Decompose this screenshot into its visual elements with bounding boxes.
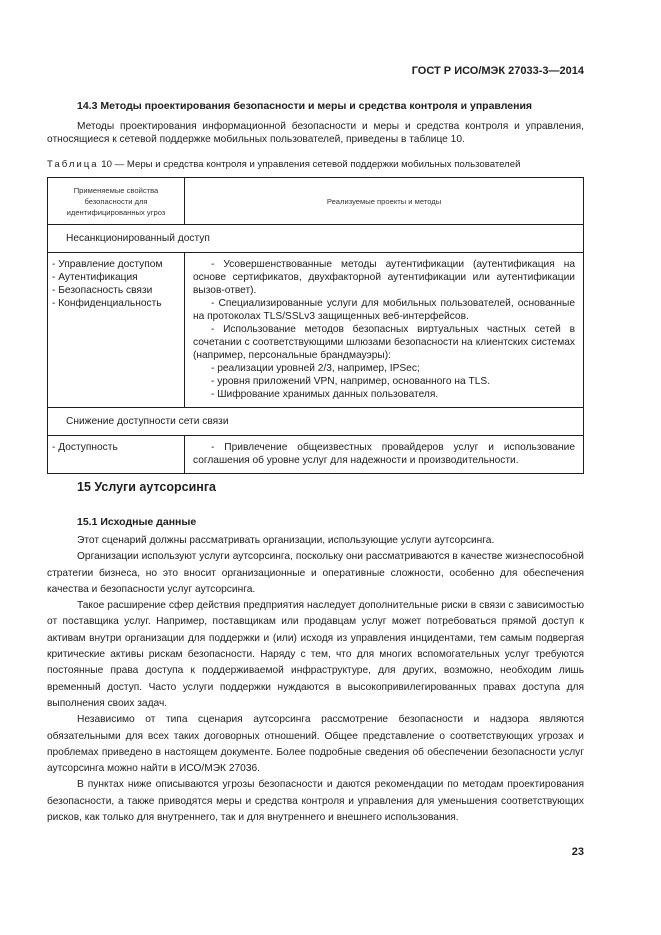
property-item: - Доступность (52, 442, 118, 453)
controls-table (47, 177, 584, 474)
section-14-3-body (47, 120, 584, 146)
section-15-1-heading: 15.1 Исходные данные (77, 516, 197, 528)
property-item: - Безопасность связи (52, 285, 153, 296)
table-group-row (48, 225, 584, 253)
methods-cell (185, 436, 584, 474)
property-item: - Аутентификация (52, 272, 138, 283)
method-item: - Усовершенствованные методы аутентификации (аутентификация на основе сертификатов, двухфакторной аутентификации или аутентификации вызов-ответ). (193, 259, 575, 296)
column-header-methods: Реализуемые проекты и методы (185, 178, 584, 225)
table-header-row (48, 178, 584, 225)
method-subitem: - Шифрование хранимых данных пользователя. (211, 389, 439, 400)
paragraph: Методы проектирования информационной безопасности и меры и средства контроля и управления, относящиеся к сетевой поддержке мобильных пользователей, приведены в таблице 10. (47, 121, 584, 145)
properties-cell (48, 436, 185, 474)
group-title: Несанкционированный доступ (48, 225, 584, 253)
document-header: ГОСТ Р ИСО/МЭК 27033-3—2014 (411, 65, 584, 77)
table-caption-label: Таблица (47, 159, 99, 170)
method-item: - Специализированные услуги для мобильных пользователей, основанные на протоколах TLS/SSLv3 защищенных веб-интерфейсов. (193, 298, 575, 322)
properties-cell (48, 253, 185, 408)
page-number: 23 (571, 846, 584, 858)
method-item: - Использование методов безопасных виртуальных частных сетей в сочетании с соответствующими шлюзами безопасности на клиентских системах (например, персональные брандмауэры): (193, 324, 575, 361)
paragraph: Такое расширение сфер действия предприятия наследует дополнительные риски в связи с зависимостью от поставщика услуг. Например, поставщикам или продавцам услуг может потребоваться прямой доступ к активам внутри организации для поддержки и (или) исходя из управления инцидентами, тем самым подвергая критические активы рискам безопасности. Наряду с тем, что для многих вспомогательных услуг требуются постоянные права доступа к поддерживаемой инфраструктуре, для других, возможно, необходим лишь временный доступ. Часто услуги поддержки нуждаются в высокопривилегированных правах доступа для выполнения своих задач. (47, 600, 584, 709)
column-header-properties: Применяемые свойства безопасности для идентифицированных угроз (48, 178, 185, 225)
table-row (48, 436, 584, 474)
table-row (48, 253, 584, 408)
section-14-3-heading: 14.3 Методы проектирования безопасности и меры и средства контроля и управления (77, 100, 533, 112)
section-15-heading: 15 Услуги аутсорсинга (77, 480, 216, 494)
group-title: Снижение доступности сети связи (48, 408, 584, 436)
method-subitem: - уровня приложений VPN, например, основанного на TLS. (211, 376, 491, 387)
paragraph: Этот сценарий должны рассматривать организации, использующие услуги аутсорсинга. (77, 535, 495, 546)
paragraph: Организации используют услуги аутсорсинга, поскольку они рассматриваются в качестве жизнеспособной стратегии бизнеса, но это вносит организационные и оперативные сложности, особенно для обеспечения качества и безопасности услуг аутсорсинга. (47, 551, 584, 595)
method-item: - Привлечение общеизвестных провайдеров услуг и использование соглашения об уровне услуг для надежности и производительности. (193, 442, 575, 466)
property-item: - Управление доступом (52, 259, 163, 270)
methods-cell (185, 253, 584, 408)
table-caption-text: 10 — Меры и средства контроля и управления сетевой поддержки мобильных пользователей (101, 159, 521, 170)
table-group-row (48, 408, 584, 436)
paragraph: Независимо от типа сценария аутсорсинга рассмотрение безопасности и надзора являются обязательными для всех таких договорных отношений. Общее представление о соответствующих угрозах и проблемах приведено в настоящем документе. Более подробные сведения об обеспечении безопасности услуг аутсорсинга можно найти в ИСО/МЭК 27036. (47, 714, 584, 775)
section-15-1-body (47, 533, 584, 826)
paragraph: В пунктах ниже описываются угрозы безопасности и даются рекомендации по методам проектирования безопасности, а также приводятся меры и средства контроля и управления для уменьшения соответствующих рисков, как только для внутреннего, так и для внутреннего и внешнего использования. (47, 779, 584, 824)
property-item: - Конфиденциальность (52, 298, 162, 309)
table-caption (47, 158, 520, 171)
method-subitem: - реализации уровней 2/3, например, IPSec; (211, 363, 420, 374)
